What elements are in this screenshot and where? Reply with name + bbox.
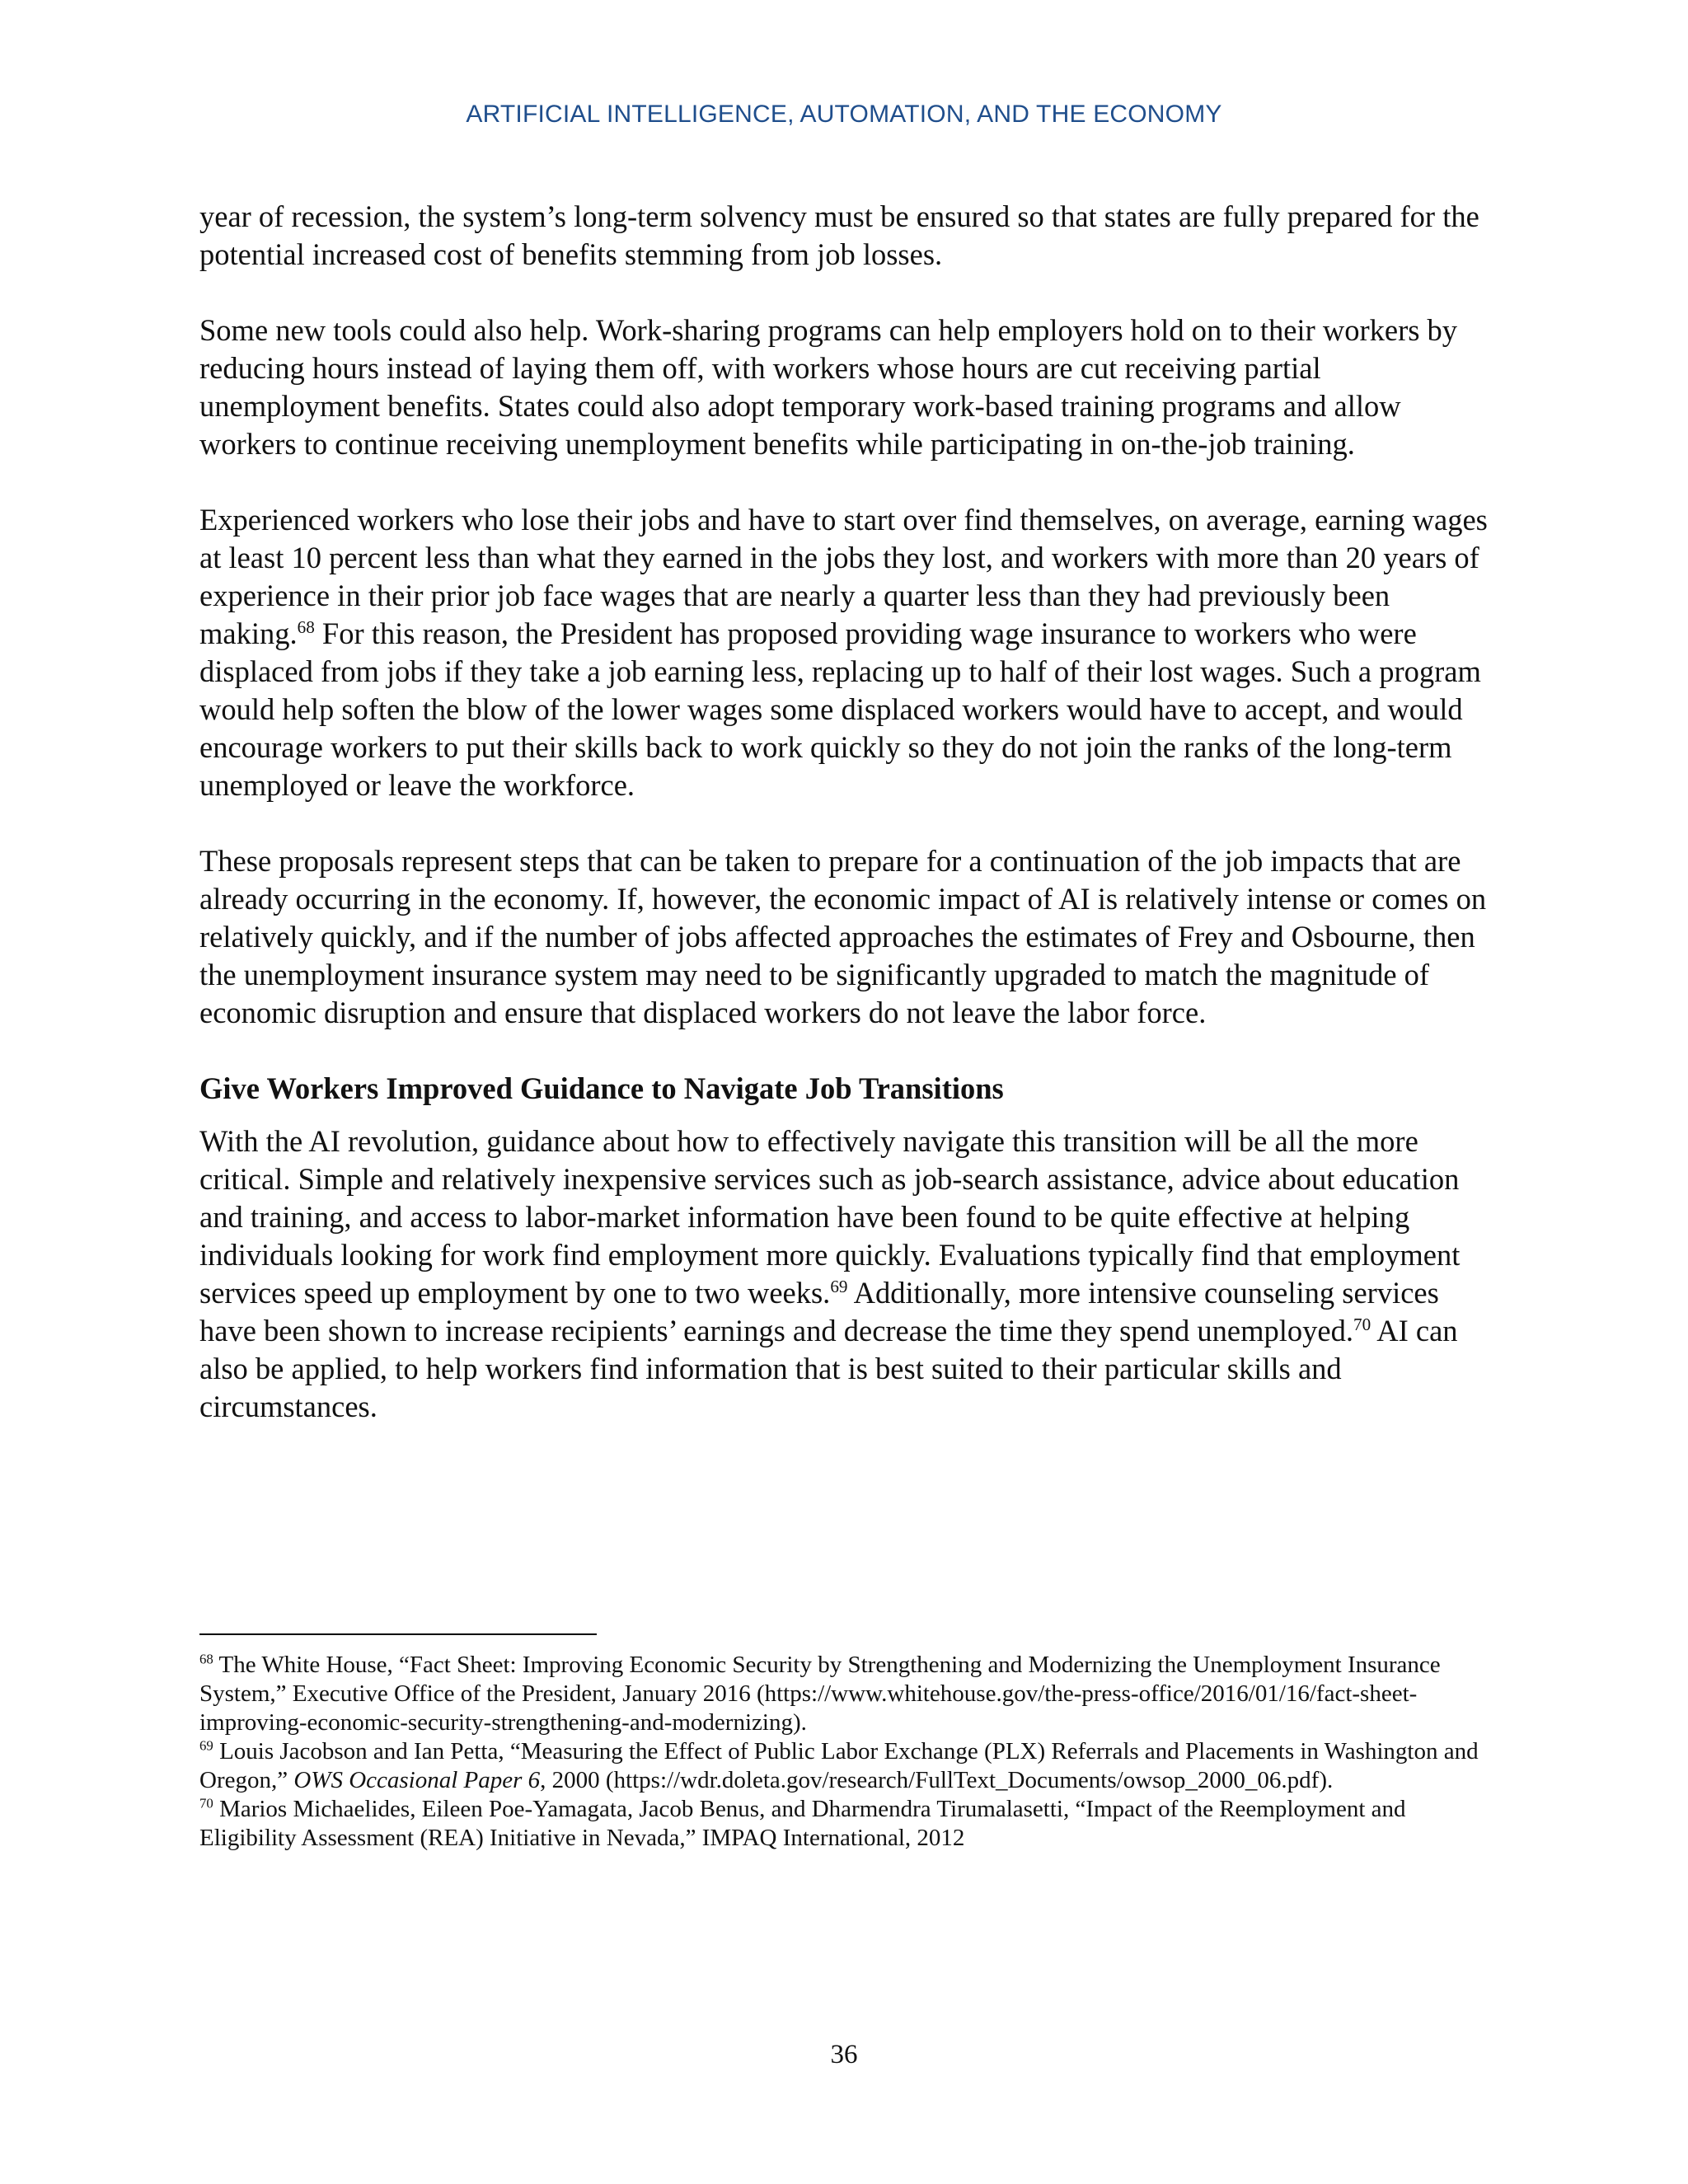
paragraph-ai-revolution [199,1122,1502,1426]
footnote-70 [199,1795,1485,1853]
paragraph-text: Experienced workers who lose their jobs and have to start over find themselves, on average, earning wages at least 10 percent less than what they earned in the jobs they lost, and workers with more than 20 years of experience in their prior job face wages that are nearly a quarter less than they had previously been making. [199,503,1488,650]
footnote-text: , 2000 (https://wdr.doleta.gov/research/FullText_Documents/owsop_2000_06.pdf). [540,1767,1334,1793]
footnote-ref-69[interactable]: 69 [830,1276,848,1296]
footnote-ref-68[interactable]: 68 [297,616,315,637]
section-heading: Give Workers Improved Guidance to Navigate Job Transitions [199,1071,1004,1105]
paragraph-recession-solvency: year of recession, the system’s long-term solvency must be ensured so that states are fully prepared for the potential increased cost of benefits stemming from job losses. [199,199,1479,271]
footnote-divider [199,1633,597,1635]
paragraph-text: For this reason, the President has proposed providing wage insurance to workers who were displaced from jobs if they take a job earning less, replacing up to half of their lost wages. Such a program would help soften the blow of the lower wages some displaced workers would have to accept, and would encourage workers to put their skills back to work quickly so they do not join the ranks of the long-term unemployed or leave the workforce. [199,616,1481,802]
footnote-ref-70[interactable]: 70 [1353,1314,1372,1334]
paragraph-experienced-workers [199,501,1502,804]
paragraph-text: AI can also be applied, to help workers find information that is best suited to their particular skills and circumstances. [199,1314,1458,1423]
paragraph-text: Additionally, more intensive counseling services have been shown to increase recipients’ earnings and decrease the time they spend unemployed. [199,1276,1439,1347]
footnote-source-title: OWS Occasional Paper 6 [293,1767,541,1793]
paragraph-new-tools: Some new tools could also help. Work-sharing programs can help employers hold on to their workers by reducing hours instead of laying them off, with workers whose hours are cut receiving partial unemployment benefits. States could also adopt temporary work-based training programs and allow workers to continue receiving unemployment benefits while participating in on-the-job training. [199,313,1458,461]
body-text [199,198,1502,1464]
running-header: ARTIFICIAL INTELLIGENCE, AUTOMATION, AND THE ECONOMY [466,101,1222,128]
footnote-text: The White House, “Fact Sheet: Improving Economic Security by Strengthening and Modernizing the Unemployment Insurance System,” Executive Office of the President, January 2016 (https://www.whitehouse.gov/the-press-office/2016/01/16/fact-sheet-improving-economic-security-strengthening-and-modernizing). [199,1652,1441,1736]
footnote-number: 69 [199,1737,213,1754]
page-number: 36 [830,2040,858,2069]
footnote-69 [199,1737,1485,1795]
footnote-text: Louis Jacobson and Ian Petta, “Measuring the Effect of Public Labor Exchange (PLX) Referrals and Placements in Washington and Oregon,” [199,1738,1479,1793]
paragraph-text: With the AI revolution, guidance about how to effectively navigate this transition will be all the more critical. Simple and relatively inexpensive services such as job-search assistance, advice about education and training, and access to labor-market information have been found to be quite effective at helping individuals looking for work find employment more quickly. Evaluations typically find that employment services speed up employment by one to two weeks. [199,1124,1461,1310]
paragraph-proposals: These proposals represent steps that can be taken to prepare for a continuation of the job impacts that are already occurring in the economy. If, however, the economic impact of AI is relatively intense or comes on relatively quickly, and if the number of jobs affected approaches the estimates of Frey and Osbourne, then the unemployment insurance system may need to be significantly upgraded to match the magnitude of economic disruption and ensure that displaced workers do not leave the labor force. [199,844,1487,1029]
footnote-68 [199,1651,1485,1737]
footnote-number: 70 [199,1795,213,1811]
footnotes [199,1651,1485,1853]
footnote-text: Marios Michaelides, Eileen Poe-Yamagata, Jacob Benus, and Dharmendra Tirumalasetti, “Impact of the Reemployment and Eligibility Assessment (REA) Initiative in Nevada,” IMPAQ International, 2012 [199,1796,1406,1851]
footnote-number: 68 [199,1651,213,1667]
